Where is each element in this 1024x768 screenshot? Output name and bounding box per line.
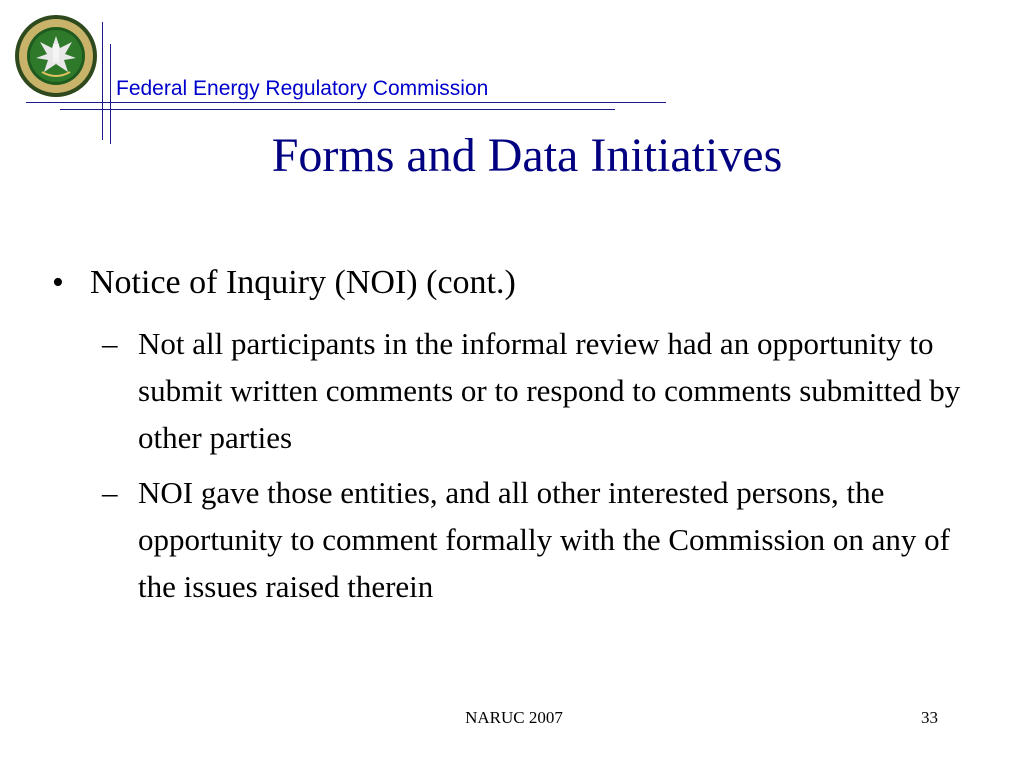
header-horizontal-line-1 xyxy=(26,102,666,103)
header-vertical-line-1 xyxy=(102,22,103,140)
header-vertical-line-2 xyxy=(110,44,111,144)
bullet-mark: • xyxy=(52,264,64,301)
sub-bullet-text: Not all participants in the informal review had an opportunity to submit written comments or to respond to comments submitted by other parties xyxy=(138,326,961,455)
header-horizontal-line-2 xyxy=(60,109,615,110)
footer-event: NARUC 2007 xyxy=(465,708,563,727)
dash-mark: – xyxy=(102,475,118,510)
slide-content xyxy=(52,262,992,618)
sub-bullet-list xyxy=(102,320,992,610)
dash-mark: – xyxy=(102,326,118,361)
sub-bullet-item xyxy=(102,320,992,461)
slide-title: Forms and Data Initiatives xyxy=(271,129,783,182)
bullet-item xyxy=(52,262,992,304)
sub-bullet-text: NOI gave those entities, and all other interested persons, the opportunity to comment formally with the Commission on any of the issues raised therein xyxy=(138,475,950,604)
ferc-seal-icon xyxy=(14,14,98,98)
footer-page-number: 33 xyxy=(921,708,938,727)
bullet-text: Notice of Inquiry (NOI) (cont.) xyxy=(90,264,516,301)
sub-bullet-item xyxy=(102,469,992,610)
organization-name: Federal Energy Regulatory Commission xyxy=(116,77,489,100)
